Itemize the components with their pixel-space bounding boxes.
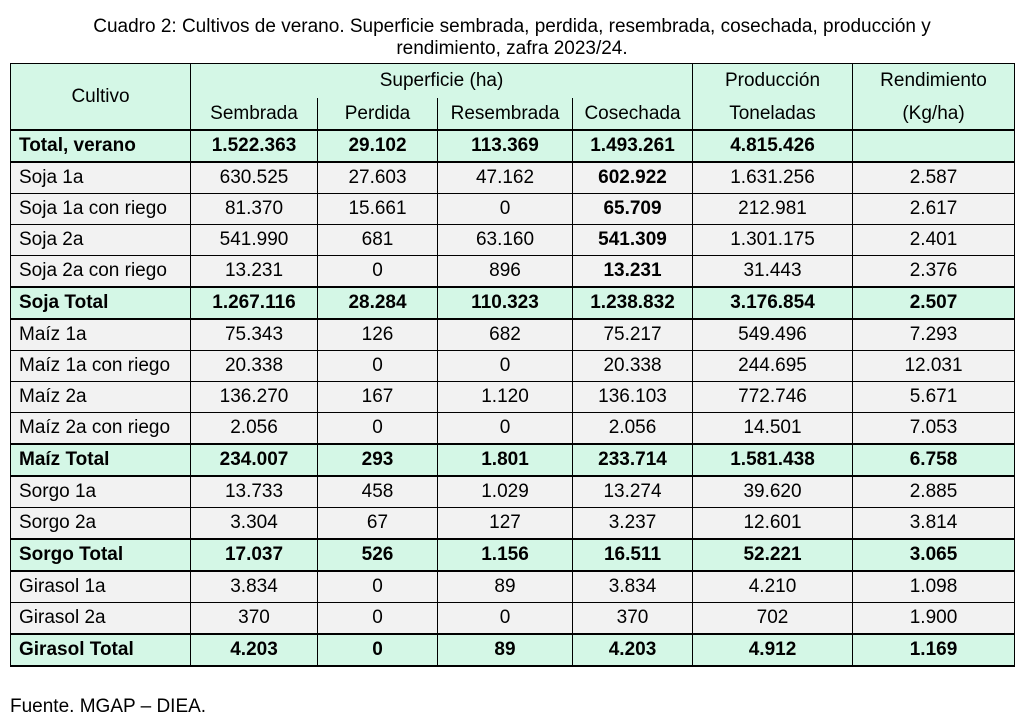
cell-rendimiento: 1.098 [853, 571, 1015, 603]
cell-sembrada: 136.270 [191, 382, 318, 413]
cell-resembrada: 0 [438, 351, 573, 382]
cell-cosechada: 602.922 [573, 162, 693, 194]
cell-cultivo: Soja 2a con riego [11, 256, 191, 288]
cell-cosechada: 1.493.261 [573, 130, 693, 162]
cell-cultivo: Maíz 2a con riego [11, 413, 191, 445]
cell-produccion: 12.601 [693, 508, 853, 540]
cell-cultivo: Soja 1a [11, 162, 191, 194]
cell-cosechada: 3.834 [573, 571, 693, 603]
cell-produccion: 244.695 [693, 351, 853, 382]
cell-resembrada: 1.029 [438, 476, 573, 508]
cell-cosechada: 20.338 [573, 351, 693, 382]
cell-sembrada: 2.056 [191, 413, 318, 445]
caption-line-2: rendimiento, zafra 2023/24. [396, 38, 628, 59]
cell-perdida: 27.603 [318, 162, 438, 194]
crops-table [10, 63, 1015, 667]
cell-resembrada: 1.801 [438, 444, 573, 476]
table-row [11, 162, 1015, 194]
cell-cosechada: 13.231 [573, 256, 693, 288]
cell-cultivo: Sorgo 2a [11, 508, 191, 540]
cell-cosechada: 4.203 [573, 634, 693, 666]
cell-rendimiento: 2.885 [853, 476, 1015, 508]
cell-rendimiento: 2.376 [853, 256, 1015, 288]
table-row [11, 603, 1015, 635]
cell-perdida: 293 [318, 444, 438, 476]
cell-sembrada: 370 [191, 603, 318, 635]
table-row [11, 508, 1015, 540]
cell-cultivo: Maíz Total [11, 444, 191, 476]
table-caption [0, 16, 1024, 60]
header-superficie: Superficie (ha) [191, 64, 693, 99]
cell-resembrada: 113.369 [438, 130, 573, 162]
cell-produccion: 14.501 [693, 413, 853, 445]
header-kgha: (Kg/ha) [853, 98, 1015, 130]
cell-perdida: 167 [318, 382, 438, 413]
cell-sembrada: 81.370 [191, 194, 318, 225]
cell-rendimiento: 12.031 [853, 351, 1015, 382]
cell-cosechada: 1.238.832 [573, 287, 693, 319]
cell-resembrada: 89 [438, 634, 573, 666]
cell-rendimiento: 2.507 [853, 287, 1015, 319]
cell-rendimiento: 1.169 [853, 634, 1015, 666]
cell-sembrada: 1.267.116 [191, 287, 318, 319]
cell-resembrada: 47.162 [438, 162, 573, 194]
cell-rendimiento: 3.065 [853, 539, 1015, 571]
table-row [11, 194, 1015, 225]
cell-produccion: 1.631.256 [693, 162, 853, 194]
table-row [11, 413, 1015, 445]
table-row [11, 571, 1015, 603]
cell-cosechada: 541.309 [573, 225, 693, 256]
cell-perdida: 0 [318, 413, 438, 445]
cell-cosechada: 370 [573, 603, 693, 635]
cell-resembrada: 896 [438, 256, 573, 288]
cell-rendimiento: 3.814 [853, 508, 1015, 540]
cell-produccion: 3.176.854 [693, 287, 853, 319]
cell-perdida: 0 [318, 603, 438, 635]
header-rendimiento: Rendimiento [853, 64, 1015, 99]
cell-resembrada: 682 [438, 319, 573, 351]
cell-cosechada: 3.237 [573, 508, 693, 540]
table-row [11, 382, 1015, 413]
header-resembrada: Resembrada [438, 98, 573, 130]
cell-cultivo: Sorgo 1a [11, 476, 191, 508]
table-row [11, 225, 1015, 256]
cell-sembrada: 4.203 [191, 634, 318, 666]
cell-produccion: 1.301.175 [693, 225, 853, 256]
cell-sembrada: 13.231 [191, 256, 318, 288]
cell-rendimiento: 7.053 [853, 413, 1015, 445]
cell-rendimiento: 1.900 [853, 603, 1015, 635]
cell-resembrada: 110.323 [438, 287, 573, 319]
header-perdida: Perdida [318, 98, 438, 130]
header-produccion: Producción [693, 64, 853, 99]
cell-cultivo: Maíz 2a [11, 382, 191, 413]
cell-perdida: 126 [318, 319, 438, 351]
total-row [11, 539, 1015, 571]
cell-resembrada: 1.156 [438, 539, 573, 571]
cell-resembrada: 63.160 [438, 225, 573, 256]
cell-perdida: 681 [318, 225, 438, 256]
cell-cultivo: Girasol 1a [11, 571, 191, 603]
total-row [11, 130, 1015, 162]
cell-perdida: 15.661 [318, 194, 438, 225]
cell-perdida: 0 [318, 571, 438, 603]
cell-produccion: 4.815.426 [693, 130, 853, 162]
cell-produccion: 52.221 [693, 539, 853, 571]
cell-cultivo: Soja 2a [11, 225, 191, 256]
cell-rendimiento: 2.587 [853, 162, 1015, 194]
cell-cosechada: 13.274 [573, 476, 693, 508]
cell-sembrada: 1.522.363 [191, 130, 318, 162]
cell-sembrada: 20.338 [191, 351, 318, 382]
cell-cosechada: 16.511 [573, 539, 693, 571]
cell-resembrada: 0 [438, 413, 573, 445]
cell-perdida: 28.284 [318, 287, 438, 319]
cell-rendimiento: 2.401 [853, 225, 1015, 256]
cell-sembrada: 17.037 [191, 539, 318, 571]
cell-rendimiento: 6.758 [853, 444, 1015, 476]
cell-cosechada: 136.103 [573, 382, 693, 413]
total-row [11, 444, 1015, 476]
cell-rendimiento: 7.293 [853, 319, 1015, 351]
cell-perdida: 0 [318, 634, 438, 666]
cell-sembrada: 630.525 [191, 162, 318, 194]
total-row [11, 287, 1015, 319]
cell-produccion: 4.210 [693, 571, 853, 603]
cell-produccion: 702 [693, 603, 853, 635]
cell-cultivo: Sorgo Total [11, 539, 191, 571]
cell-sembrada: 541.990 [191, 225, 318, 256]
table-row [11, 351, 1015, 382]
cell-perdida: 67 [318, 508, 438, 540]
cell-rendimiento: 5.671 [853, 382, 1015, 413]
cell-rendimiento [853, 130, 1015, 162]
caption-line-1: Cuadro 2: Cultivos de verano. Superficie sembrada, perdida, resembrada, cosechada, producción y [93, 16, 931, 37]
cell-cultivo: Maíz 1a con riego [11, 351, 191, 382]
cell-perdida: 526 [318, 539, 438, 571]
cell-resembrada: 0 [438, 603, 573, 635]
cell-cultivo: Total, verano [11, 130, 191, 162]
cell-produccion: 549.496 [693, 319, 853, 351]
cell-sembrada: 3.304 [191, 508, 318, 540]
cell-cultivo: Girasol Total [11, 634, 191, 666]
cell-cultivo: Girasol 2a [11, 603, 191, 635]
cell-cultivo: Soja 1a con riego [11, 194, 191, 225]
table-row [11, 319, 1015, 351]
cell-perdida: 29.102 [318, 130, 438, 162]
table-row [11, 476, 1015, 508]
header-toneladas: Toneladas [693, 98, 853, 130]
cell-cultivo: Soja Total [11, 287, 191, 319]
cell-resembrada: 0 [438, 194, 573, 225]
cell-produccion: 1.581.438 [693, 444, 853, 476]
cell-produccion: 31.443 [693, 256, 853, 288]
cell-resembrada: 89 [438, 571, 573, 603]
cell-resembrada: 1.120 [438, 382, 573, 413]
cell-sembrada: 3.834 [191, 571, 318, 603]
cell-cultivo: Maíz 1a [11, 319, 191, 351]
cell-perdida: 458 [318, 476, 438, 508]
cell-rendimiento: 2.617 [853, 194, 1015, 225]
cell-produccion: 4.912 [693, 634, 853, 666]
table-body [11, 130, 1015, 666]
cell-perdida: 0 [318, 351, 438, 382]
cell-produccion: 39.620 [693, 476, 853, 508]
cell-cosechada: 2.056 [573, 413, 693, 445]
table-row [11, 256, 1015, 288]
cell-resembrada: 127 [438, 508, 573, 540]
header-cultivo: Cultivo [11, 64, 191, 131]
cell-produccion: 212.981 [693, 194, 853, 225]
cell-sembrada: 75.343 [191, 319, 318, 351]
header-cosechada: Cosechada [573, 98, 693, 130]
source-note: Fuente. MGAP – DIEA. [10, 696, 207, 717]
cell-cosechada: 233.714 [573, 444, 693, 476]
cell-cosechada: 65.709 [573, 194, 693, 225]
header-sembrada: Sembrada [191, 98, 318, 130]
cell-sembrada: 13.733 [191, 476, 318, 508]
cell-sembrada: 234.007 [191, 444, 318, 476]
total-row [11, 634, 1015, 666]
cell-cosechada: 75.217 [573, 319, 693, 351]
cell-perdida: 0 [318, 256, 438, 288]
cell-produccion: 772.746 [693, 382, 853, 413]
